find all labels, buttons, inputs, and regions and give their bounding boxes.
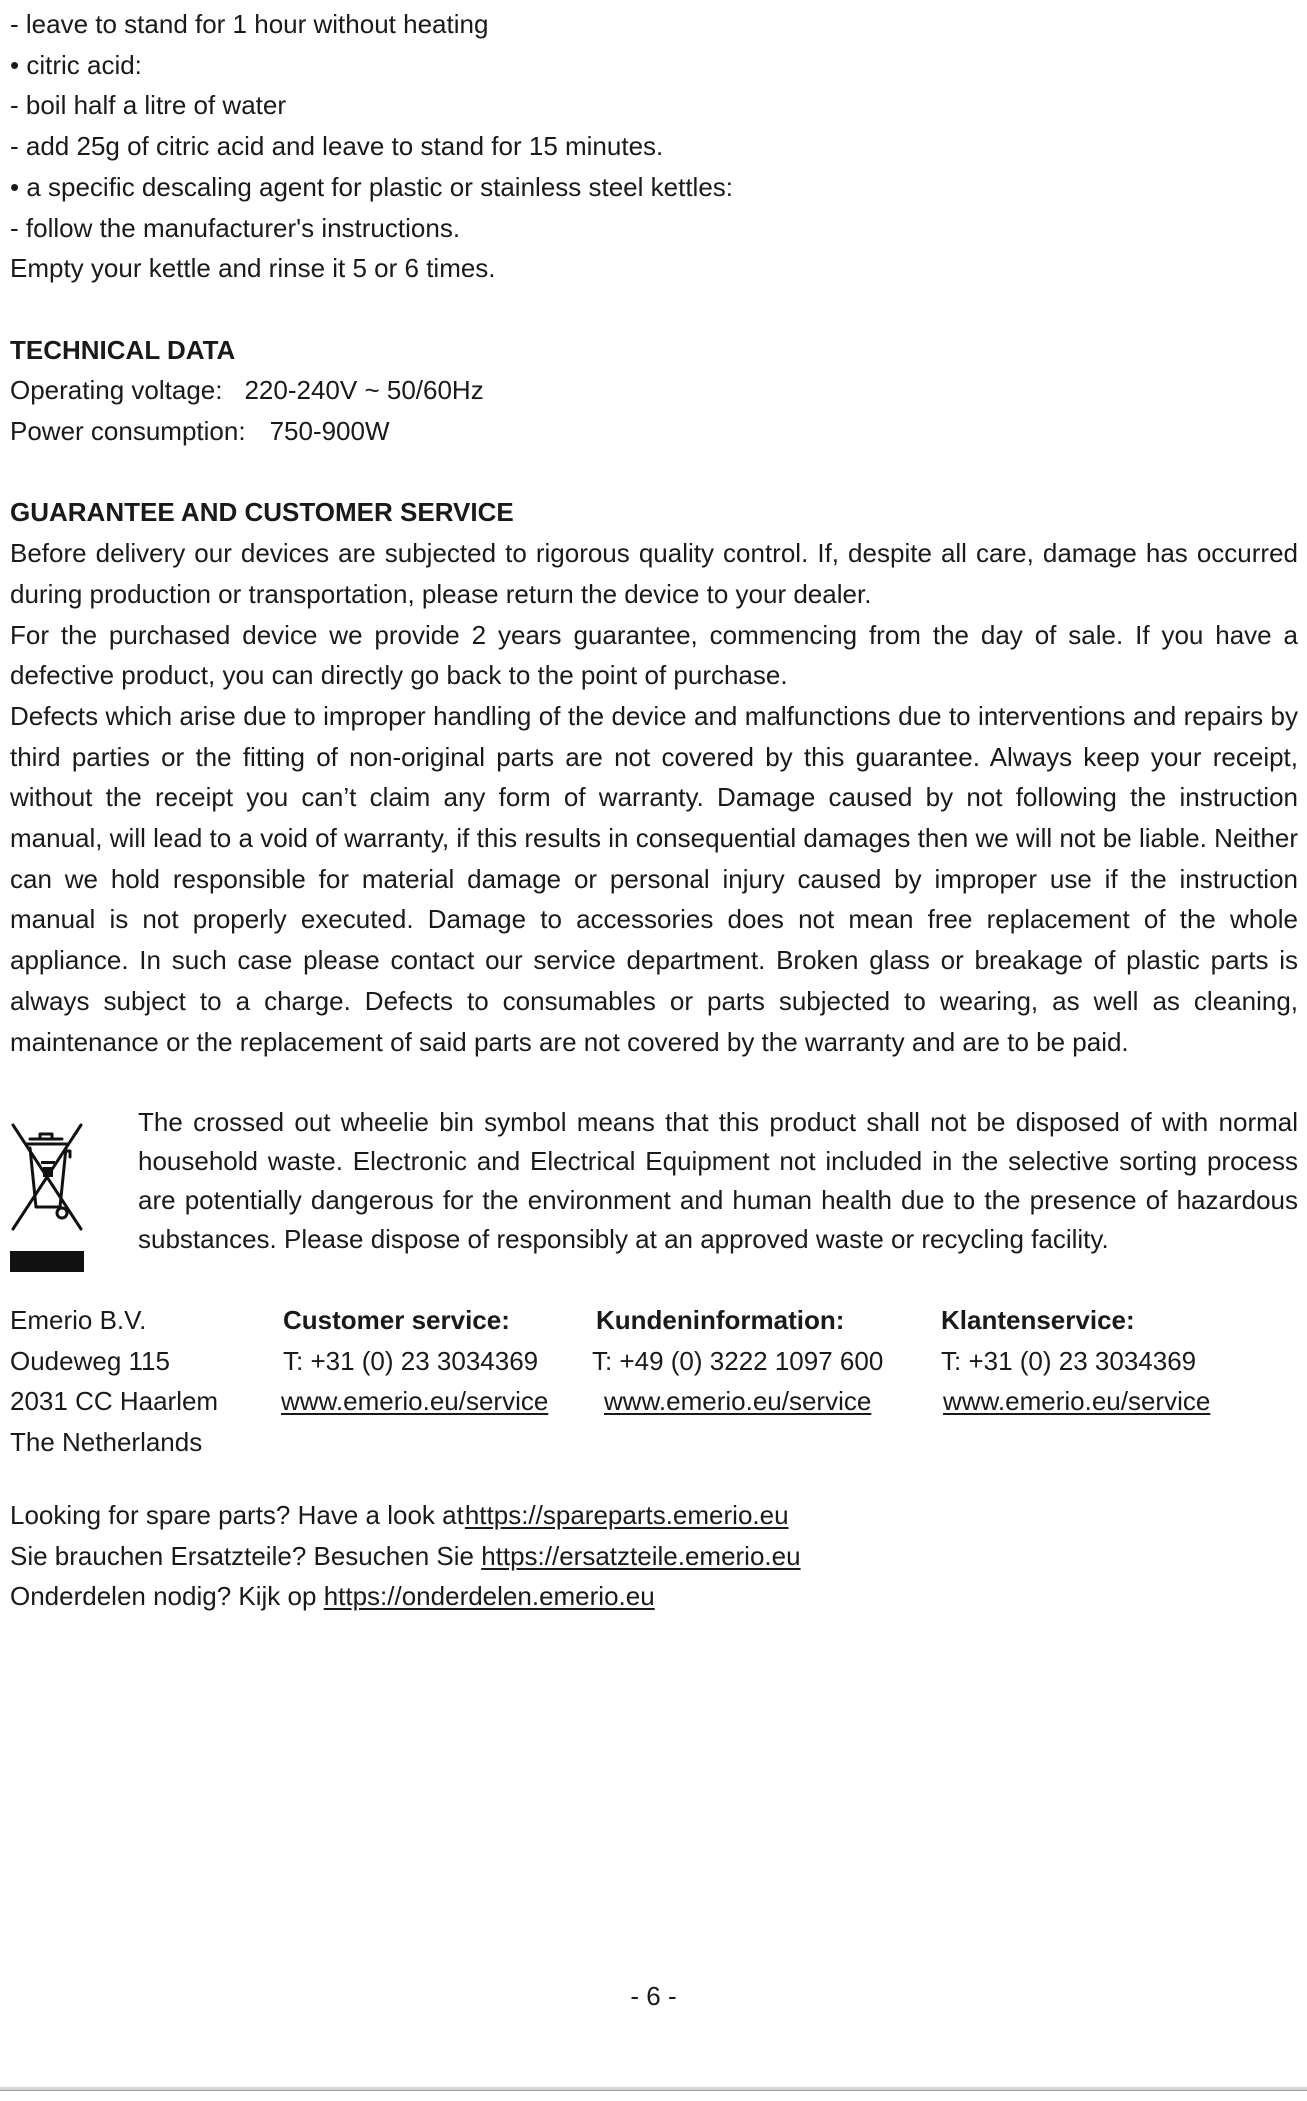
voltage-row <box>10 370 1298 411</box>
spare-parts-en-link[interactable]: https://spareparts.emerio.eu <box>464 1499 789 1530</box>
spacer <box>10 1463 1298 1495</box>
spare-parts-section <box>10 1495 1298 1617</box>
weee-notice-text: The crossed out wheelie bin symbol means that this product shall not be disposed of with normal household waste. Electronic and Electrical Equipment not included in the selective sorting process are potentially dangerous for the environment and human health due to the presence of hazardous substances. Please dispose of responsibly at an approved waste or recycling facility. <box>138 1106 1298 1254</box>
technical-data-heading: TECHNICAL DATA <box>10 334 236 365</box>
kundeninformation-link[interactable]: www.emerio.eu/service <box>604 1386 872 1417</box>
crossed-out-wheelie-bin-icon <box>10 1117 84 1277</box>
voltage-value: 220-240V ~ 50/60Hz <box>244 375 484 406</box>
footer-divider-line <box>0 2090 1307 2091</box>
customer-service-phone: T: +31 (0) 23 3034369 <box>283 1345 539 1376</box>
customer-service-block <box>283 1300 548 1422</box>
spare-parts-nl <box>10 1576 1298 1617</box>
power-label: Power consumption: <box>10 416 246 447</box>
spacer <box>10 289 1298 330</box>
spare-parts-de-link[interactable]: https://ersatzteile.emerio.eu <box>481 1540 801 1571</box>
page-content <box>10 4 1298 1617</box>
descaling-line: • citric acid: <box>10 49 142 80</box>
spare-parts-nl-text: Onderdelen nodig? Kijk op <box>10 1581 317 1612</box>
company-city: 2031 CC Haarlem <box>10 1386 219 1417</box>
kundeninformation-block <box>592 1300 884 1422</box>
power-row <box>10 411 1298 452</box>
voltage-label: Operating voltage: <box>10 375 223 406</box>
descaling-section <box>10 4 1298 289</box>
spare-parts-nl-link[interactable]: https://onderdelen.emerio.eu <box>323 1581 655 1612</box>
company-name: Emerio B.V. <box>10 1304 147 1335</box>
spare-parts-de-text: Sie brauchen Ersatzteile? Besuchen Sie <box>10 1540 474 1571</box>
descaling-line: Empty your kettle and rinse it 5 or 6 times. <box>10 253 496 284</box>
spare-parts-en <box>10 1495 1298 1536</box>
company-street: Oudeweg 115 <box>10 1345 170 1376</box>
descaling-line: - leave to stand for 1 hour without heating <box>10 9 489 39</box>
weee-section <box>10 1103 1298 1300</box>
descaling-line: • a specific descaling agent for plastic or stainless steel kettles: <box>10 171 734 202</box>
guarantee-section <box>10 492 1298 1062</box>
spacer <box>10 1062 1298 1103</box>
customer-service-link[interactable]: www.emerio.eu/service <box>281 1386 549 1417</box>
company-country: The Netherlands <box>10 1427 203 1458</box>
descaling-line: - boil half a litre of water <box>10 90 287 121</box>
kundeninformation-title: Kundeninformation: <box>596 1304 845 1335</box>
spare-parts-de <box>10 1536 1298 1577</box>
kundeninformation-phone: T: +49 (0) 3222 1097 600 <box>592 1345 884 1376</box>
customer-service-title: Customer service: <box>283 1304 510 1335</box>
technical-data-section <box>10 330 1298 452</box>
guarantee-heading: GUARANTEE AND CUSTOMER SERVICE <box>10 497 514 528</box>
page-number: - 6 - <box>630 1981 677 2011</box>
klantenservice-phone: T: +31 (0) 23 3034369 <box>941 1345 1197 1376</box>
power-value: 750-900W <box>269 416 390 447</box>
descaling-line: - follow the manufacturer's instructions. <box>10 212 461 243</box>
descaling-line: - add 25g of citric acid and leave to stand for 15 minutes. <box>10 131 664 162</box>
company-address <box>10 1300 218 1463</box>
spare-parts-en-text: Looking for spare parts? Have a look at <box>10 1499 464 1530</box>
spacer <box>10 452 1298 493</box>
guarantee-paragraph: Defects which arise due to improper handling of the device and malfunctions due to interventions and repairs by third parties or the fitting of non-original parts are not covered by this guarantee. Always keep your receipt, without the receipt you can’t claim any form of warranty. Damage caused by not following the instruction manual, will lead to a void of warranty, if this results in consequential damages then we will not be liable. Neither can we hold responsible for material damage or personal injury caused by improper use if the instruction manual is not properly executed. Damage to accessories does not mean free replacement of the whole appliance. In such case please contact our service department. Broken glass or breakage of plastic parts is always subject to a charge. Defects to consumables or parts subjected to wearing, as well as cleaning, maintenance or the replacement of said parts are not covered by the warranty and are to be paid. <box>10 700 1298 1057</box>
klantenservice-block <box>941 1300 1210 1422</box>
guarantee-paragraph: For the purchased device we provide 2 years guarantee, commencing from the day of sale. If you have a defective product, you can directly go back to the point of purchase. <box>10 619 1298 691</box>
klantenservice-link[interactable]: www.emerio.eu/service <box>943 1386 1211 1417</box>
klantenservice-title: Klantenservice: <box>941 1304 1135 1335</box>
contacts-section <box>10 1300 1298 1463</box>
guarantee-paragraph: Before delivery our devices are subjected to rigorous quality control. If, despite all care, damage has occurred during production or transportation, please return the device to your dealer. <box>10 538 1298 609</box>
